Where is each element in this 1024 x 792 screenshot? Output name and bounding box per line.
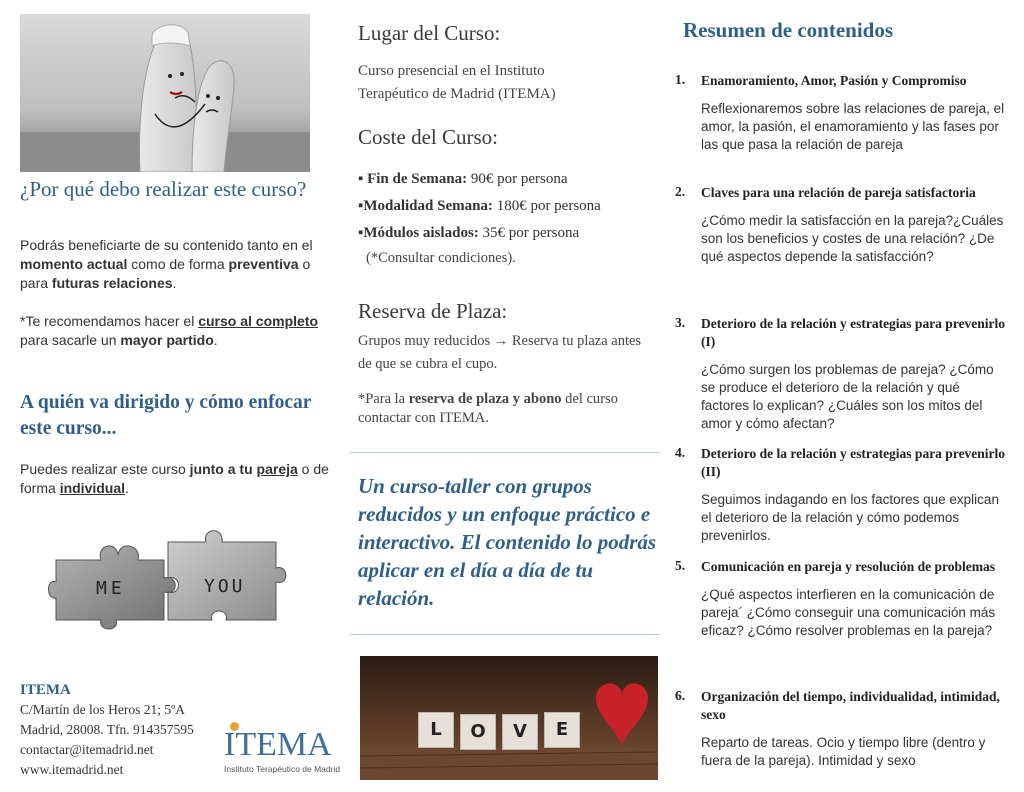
emphasis: pareja [256, 461, 298, 477]
toc-description: ¿Cómo surgen los problemas de pareja? ¿Cómo se produce el deterioro de la relación y qué factores lo explican? ¿Cuáles son los mitos del amor y cómo afectan? [701, 362, 994, 431]
contact-website[interactable]: www.itemadrid.net [20, 762, 124, 777]
puzzle-image [46, 520, 296, 635]
emphasis: mayor partido [120, 332, 214, 348]
toc-item-1 [675, 72, 1010, 154]
puzzle-illustration [46, 520, 296, 635]
coste-title: Coste del Curso: [358, 125, 498, 149]
right-column [675, 0, 1010, 792]
who-paragraph [20, 460, 335, 498]
text: . [213, 332, 218, 348]
text: o para [20, 256, 311, 291]
reserva-text [358, 330, 658, 376]
why-paragraph-1 [20, 236, 330, 293]
coste-value: 90€ por persona [467, 171, 568, 187]
toc-item-2 [675, 184, 1010, 266]
emphasis: curso al completo [198, 313, 319, 329]
why-paragraph-2 [20, 312, 330, 350]
puzzle-label-you: YOU [204, 576, 246, 597]
love-block-l [418, 712, 454, 748]
love-letter: O [470, 721, 486, 742]
toc-number: 2. [675, 184, 686, 199]
text: . [125, 480, 129, 496]
coste-item-week: ▪Modalidad Semana: 180€ por persona [358, 198, 601, 214]
toc-number: 3. [675, 315, 686, 330]
toc-description: ¿Qué aspectos interfieren en la comunicación de pareja´ ¿Cómo conseguir una comunicación más eficaz? ¿Cómo resolver problemas en la pareja? [701, 587, 996, 638]
coste-value: 35€ por persona [478, 225, 580, 241]
emphasis: junto a tu [189, 461, 257, 477]
contact-name: ITEMA [20, 682, 71, 698]
toc-description: Reflexionaremos sobre las relaciones de pareja, el amor, la pasión, el enamoramiento y las fases por las que pasa la relación de pareja [701, 101, 1005, 152]
toc-number: 5. [675, 558, 686, 573]
love-letter: L [430, 719, 442, 740]
fingers-couple-photo [20, 14, 310, 172]
who-title: A quién va dirigido y cómo enfocar este curso... [20, 392, 312, 439]
contact-address: C/Martín de los Heros 21; 5ºA [20, 702, 186, 717]
text: como de forma [127, 256, 229, 272]
toc-title: Deterioro de la relación y estrategias para prevenirlo (I) [701, 316, 1006, 349]
toc-title: Organización del tiempo, individualidad, intimidad, sexo [701, 689, 1000, 722]
contents-title: Resumen de contenidos [683, 18, 894, 42]
divider-top [350, 452, 660, 453]
love-blocks-photo [360, 656, 658, 780]
why-title: ¿Por qué debo realizar este curso? [20, 177, 307, 201]
text: *Te recomendamos hacer el [20, 313, 199, 329]
toc-number: 6. [675, 688, 686, 703]
text: Puedes realizar este curso [20, 461, 190, 477]
emphasis: reserva de plaza y abono [408, 391, 562, 407]
toc-number: 1. [675, 72, 686, 87]
lugar-text: Curso presencial en el Instituto Terapéutico de Madrid (ITEMA) [358, 63, 556, 102]
contact-email[interactable]: contactar@itemadrid.net [20, 742, 154, 757]
love-letter: E [555, 719, 569, 740]
coste-item-modules: ▪Módulos aislados: 35€ por persona [358, 225, 580, 241]
coste-item-weekend: ▪ Fin de Semana: 90€ por persona [358, 171, 568, 187]
toc-title: Deterioro de la relación y estrategias para prevenirlo (II) [701, 446, 1006, 479]
text: Grupos muy reducidos [358, 333, 494, 349]
toc-title: Claves para una relación de pareja satisfactoria [701, 185, 976, 200]
love-block-v [502, 714, 538, 750]
toc-description: Seguimos indagando en los factores que explican el deterioro de la relación y cómo podemos prevenirlos. [701, 492, 999, 543]
text: Podrás beneficiarte de su contenido tanto en el [20, 237, 313, 253]
text: *Para la [358, 391, 409, 407]
text: . [172, 275, 177, 291]
course-quote: Un curso-taller con grupos reducidos y un enfoque práctico e interactivo. El contenido lo podrás aplicar en el día a día de tu relación. [358, 474, 657, 610]
emphasis: preventiva [228, 256, 299, 272]
coste-value: 180€ por persona [492, 198, 601, 214]
coste-note: (*Consultar condiciones). [366, 250, 516, 266]
emphasis: momento actual [20, 256, 128, 272]
left-column [20, 0, 341, 792]
toc-item-6 [675, 688, 1010, 770]
coste-label: Módulos aislados: [363, 225, 479, 241]
text: para sacarle un [20, 332, 121, 348]
toc-title: Comunicación en pareja y resolución de problemas [701, 559, 996, 574]
text: del curso contactar con ITEMA. [358, 391, 618, 426]
reserva-title: Reserva de Plaza: [358, 299, 508, 323]
arrow-right-icon: → [493, 333, 509, 349]
fingers-illustration [20, 14, 310, 172]
coste-label: Fin de Semana: [367, 171, 468, 187]
itema-logo [224, 722, 350, 780]
divider-bottom [350, 634, 660, 635]
contact-city-phone: Madrid, 28008. Tfn. 914357595 [20, 722, 194, 737]
puzzle-label-me: ME [96, 578, 126, 599]
coste-label: Modalidad Semana: [363, 198, 493, 214]
toc-item-3 [675, 315, 1010, 433]
toc-description: ¿Cómo medir la satisfacción en la pareja?¿Cuáles son los beneficios y costes de una relación? ¿De qué aspectos depende la satisfacción? [701, 213, 1004, 264]
contact-block [20, 680, 220, 780]
toc-item-5 [675, 558, 1010, 640]
emphasis: individual [59, 480, 126, 496]
text: o de forma [20, 461, 329, 496]
lugar-title: Lugar del Curso: [358, 21, 501, 45]
middle-column [350, 0, 660, 792]
reserva-note [358, 390, 658, 428]
love-letter: V [513, 721, 527, 742]
love-block-o [460, 714, 496, 750]
text: Reserva tu plaza antes de que se cubra el cupo. [358, 333, 642, 372]
toc-item-4 [675, 445, 1010, 545]
emphasis: futuras relaciones [51, 275, 173, 291]
love-block-e [544, 712, 580, 748]
toc-number: 4. [675, 445, 686, 460]
logo-subtitle: Instituto Terapéutico de Madrid [224, 764, 341, 774]
toc-title: Enamoramiento, Amor, Pasión y Compromiso [701, 73, 967, 88]
coste-list [358, 166, 658, 247]
logo-word: ITEMA [224, 726, 332, 763]
toc-description: Reparto de tareas. Ocio y tiempo libre (dentro y fuera de la pareja). Intimidad y sexo [701, 735, 986, 768]
